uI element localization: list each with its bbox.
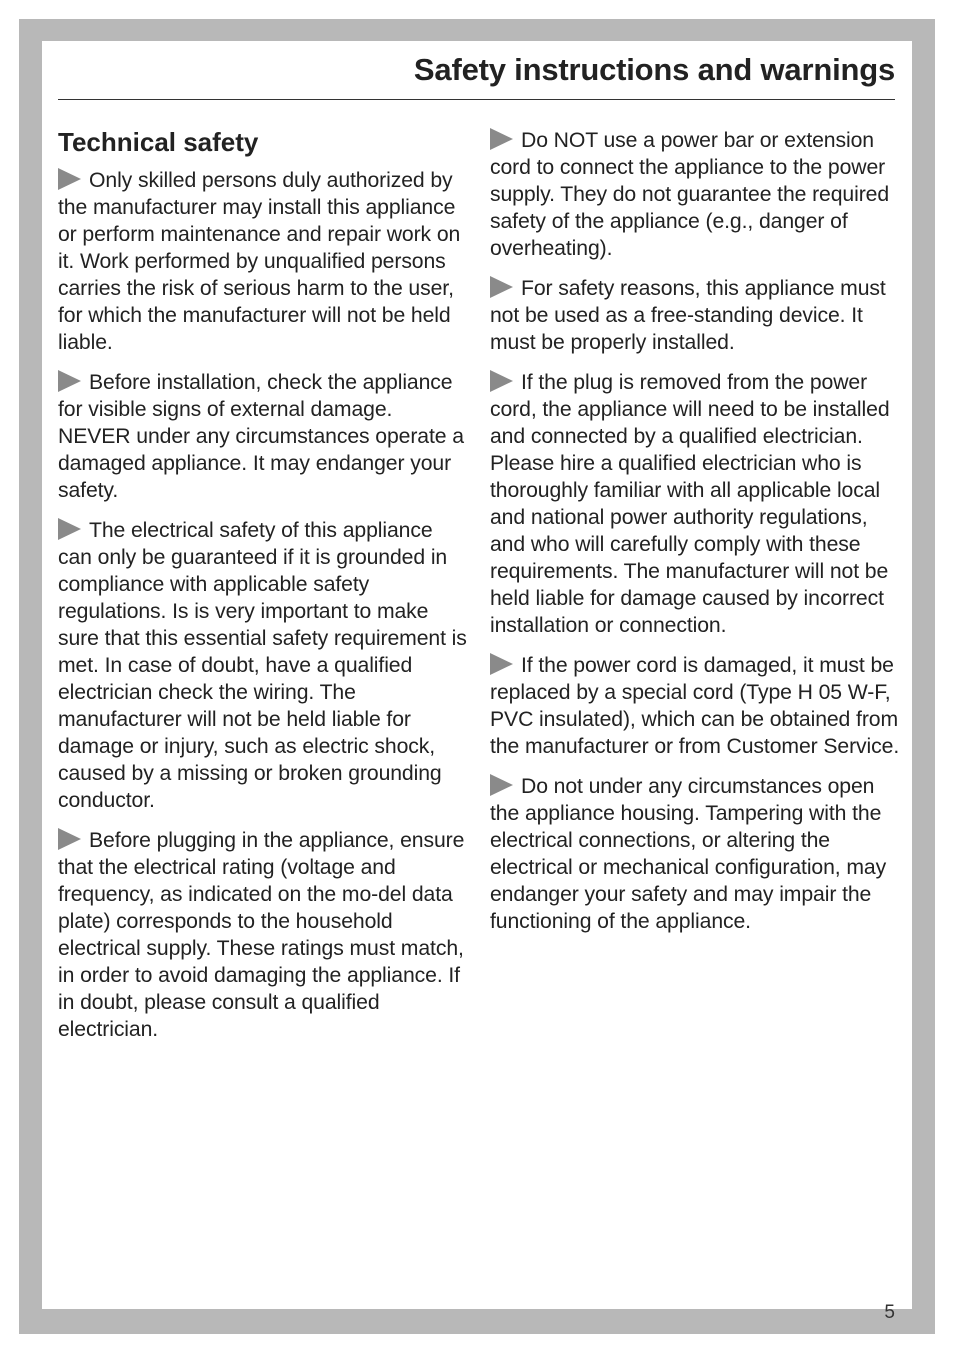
title-divider bbox=[58, 99, 895, 100]
page-title: Safety instructions and warnings bbox=[413, 52, 895, 87]
list-item bbox=[58, 167, 468, 356]
list-item-text: For safety reasons, this appliance must not be used as a free-standing device. It must be properly installed. bbox=[490, 277, 886, 354]
list-item bbox=[490, 127, 900, 262]
list-item-text: Only skilled persons duly authorized by the manufacturer may install this appliance or perform maintenance and repair work on it. Work performed by unqualified persons carries the risk of serious harm to the user, for which the manufacturer will not be held liable. bbox=[58, 169, 461, 354]
list-item-text: Do not under any circumstances open the appliance housing. Tampering with the electrical connections, or altering the electrical or mechanical configuration, may endanger your safety and may impair the functioning of the appliance. bbox=[490, 775, 887, 933]
right-column bbox=[490, 126, 900, 948]
list-item-text: Before plugging in the appliance, ensure that the electrical rating (voltage and frequency, as indicated on the mo-del data plate) corresponds to the household electrical supply. These ratings must match, in order to avoid damaging the appliance. If in doubt, please consult a qualified electrician. bbox=[58, 829, 465, 1041]
left-column bbox=[58, 126, 468, 1056]
triangle-right-icon bbox=[58, 168, 81, 190]
list-item-text: If the power cord is damaged, it must be replaced by a special cord (Type H 05 W-F, PVC insulated), which can be obtained from the manufacturer or from Customer Service. bbox=[490, 654, 900, 758]
triangle-right-icon bbox=[490, 276, 513, 298]
list-item-text: Do NOT use a power bar or extension cord to connect the appliance to the power supply. They do not guarantee the required safety of the appliance (e.g., danger of overheating). bbox=[490, 129, 890, 260]
list-item bbox=[58, 517, 468, 814]
triangle-right-icon bbox=[58, 370, 81, 392]
list-item bbox=[58, 369, 468, 504]
triangle-right-icon bbox=[58, 518, 81, 540]
list-item-text: Before installation, check the appliance for visible signs of external damage. NEVER under any circumstances operate a damaged appliance. It may endanger your safety. bbox=[58, 371, 464, 502]
list-item-text: The electrical safety of this appliance can only be guaranteed if it is grounded in compliance with applicable safety regulations. Is is very important to make sure that this essential safety requirement is met. In case of doubt, have a qualified electrician check the wiring. The manufacturer will not be held liable for damage or injury, such as electric shock, caused by a missing or broken grounding conductor. bbox=[58, 519, 467, 812]
triangle-right-icon bbox=[490, 128, 513, 150]
list-item bbox=[490, 369, 900, 639]
page-number: 5 bbox=[884, 1302, 895, 1323]
list-item bbox=[490, 652, 900, 760]
triangle-right-icon bbox=[490, 774, 513, 796]
triangle-right-icon bbox=[490, 653, 513, 675]
list-item-text: If the plug is removed from the power cord, the appliance will need to be installed and connected by a qualified electrician. Please hire a qualified electrician who is thoroughly familiar with all applicable local and national power authority regulations, and who will carefully comply with these requirements. The manufacturer will not be held liable for damage caused by incorrect installation or connection. bbox=[490, 371, 890, 637]
triangle-right-icon bbox=[490, 370, 513, 392]
list-item bbox=[490, 275, 900, 356]
list-item bbox=[490, 773, 900, 935]
triangle-right-icon bbox=[58, 828, 81, 850]
list-item bbox=[58, 827, 468, 1043]
section-heading: Technical safety bbox=[58, 127, 259, 157]
